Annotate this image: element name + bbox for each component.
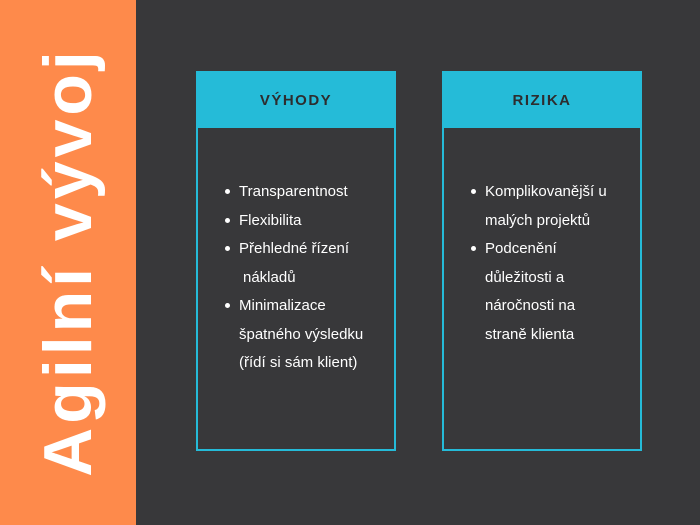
list-item-text: náročnosti na [485,297,576,314]
list-item-text: Přehledné řízení [239,240,350,257]
sidebar-panel [0,0,136,525]
list-item-text: (řídí si sám klient) [239,354,358,371]
list-item [468,178,640,235]
list-item-text: Minimalizace [239,297,326,314]
list-item [222,207,394,236]
list-item [222,178,394,207]
advantages-card [196,71,396,451]
slide-title: Agilní vývoj [30,47,106,477]
risks-header: RIZIKA [444,73,640,128]
advantages-header: VÝHODY [198,73,394,128]
list-item [222,235,394,292]
list-item-text: straně klienta [485,325,575,343]
list-item-text: důležitosti a [485,268,565,286]
list-item-text: nákladů [243,268,296,286]
list-item-text: Komplikovanější u [485,183,607,200]
risks-card [442,71,642,451]
list-item-text: špatného výsledku [239,325,364,343]
list-item [222,292,394,378]
list-item [468,235,640,349]
list-item-text: Transparentnost [239,183,348,200]
list-item-text: malých projektů [485,211,591,229]
advantages-list [198,128,394,378]
list-item-text: Flexibilita [239,211,302,229]
risks-list [444,128,640,349]
list-item-text: Podcenění [485,240,557,257]
